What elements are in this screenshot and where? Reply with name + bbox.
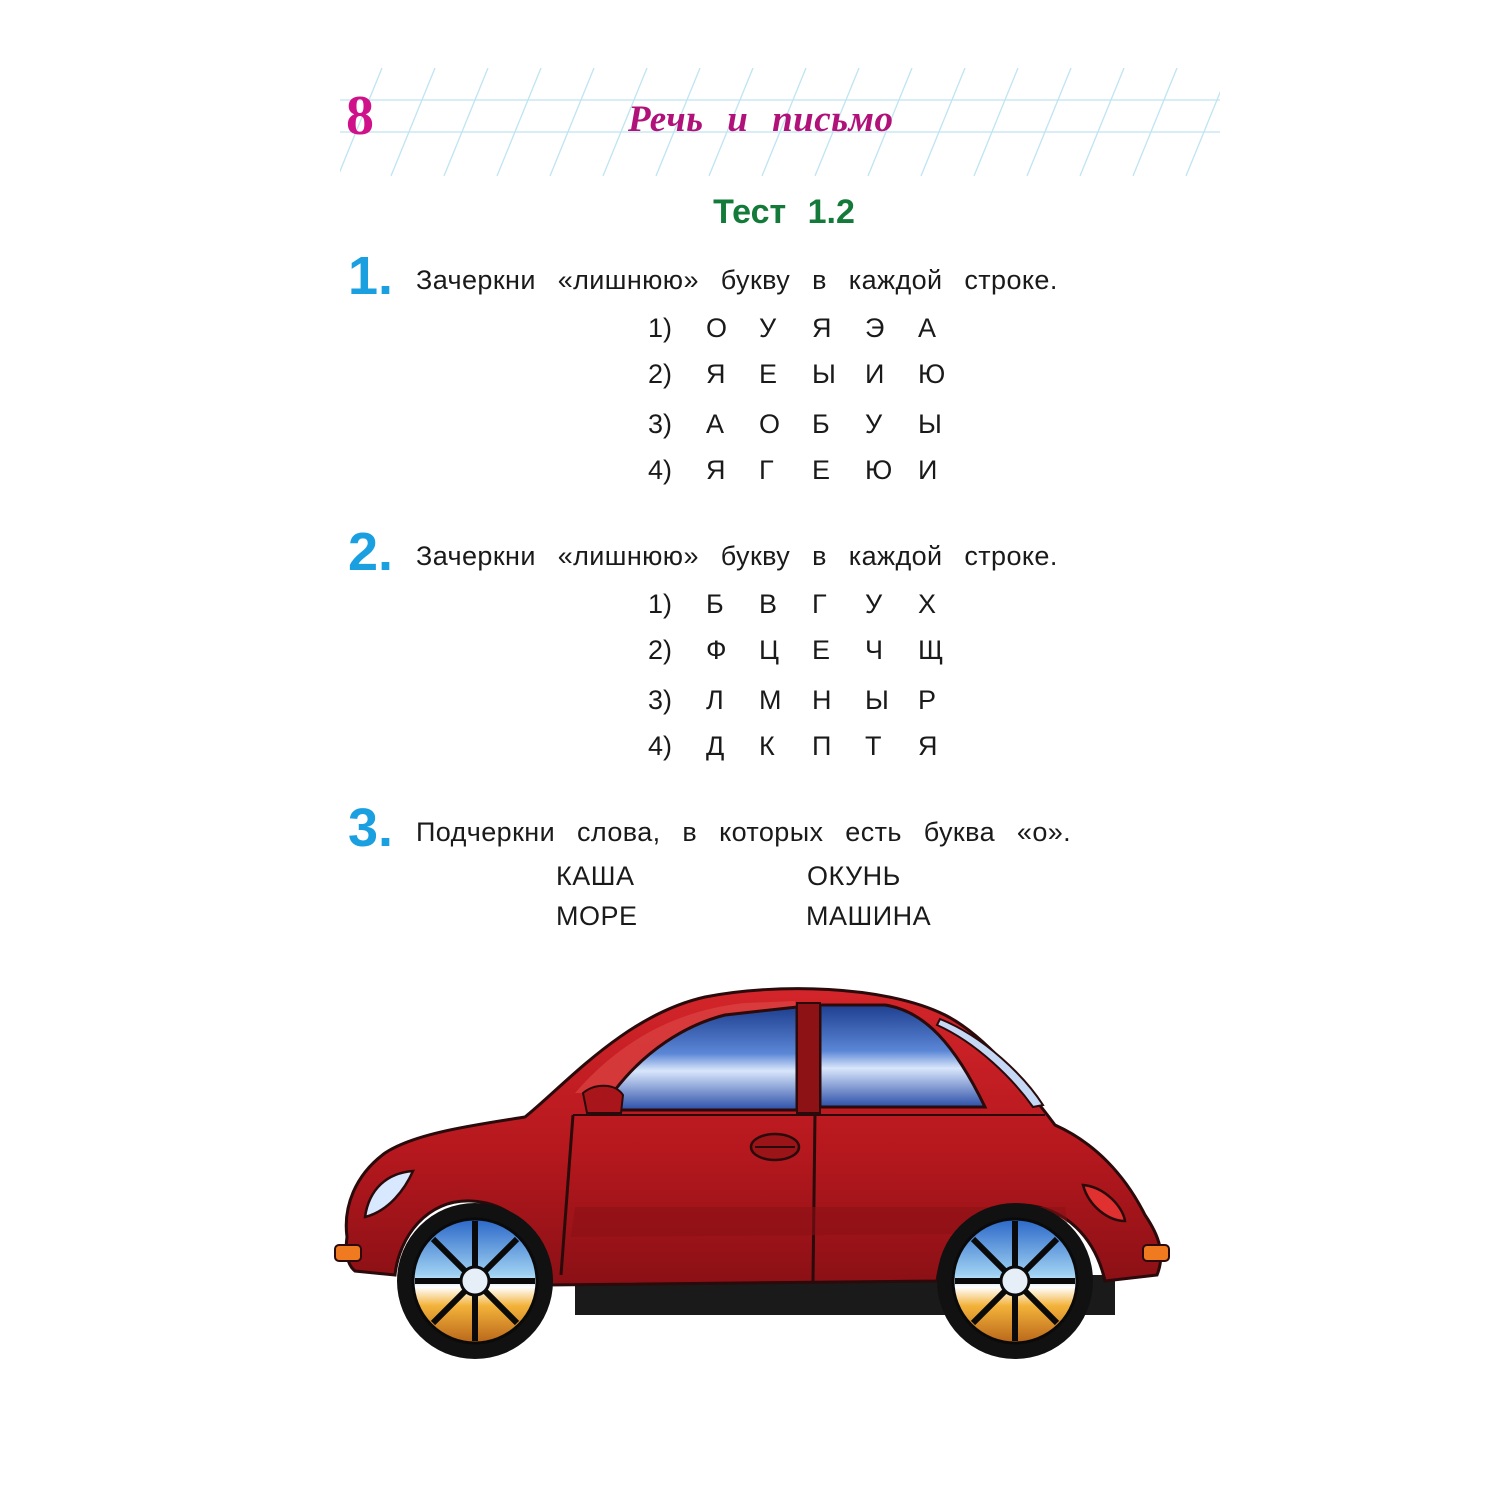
word[interactable]: МАШИНА [806, 901, 932, 931]
row-index: 1) [648, 312, 673, 343]
section-title: Речь и письмо [628, 99, 894, 140]
letter-row [648, 354, 971, 394]
letter-row [648, 680, 971, 720]
front-wheel [397, 1203, 553, 1359]
letter[interactable]: Б [706, 588, 724, 619]
letter[interactable]: Е [812, 634, 831, 665]
letter-row [648, 450, 971, 490]
letter[interactable]: Б [812, 408, 830, 439]
letter[interactable]: П [812, 730, 832, 761]
letter[interactable]: Я [918, 730, 938, 761]
letter[interactable]: Л [706, 684, 724, 715]
letter[interactable]: А [706, 408, 725, 439]
letter[interactable]: Ю [865, 454, 893, 485]
letter[interactable]: Г [759, 454, 774, 485]
letter[interactable]: К [759, 730, 775, 761]
ruling-slant-line [921, 68, 965, 176]
task-instruction: Зачеркни «лишнюю» букву в каждой строке. [416, 265, 1058, 295]
letter[interactable]: У [865, 408, 883, 439]
ruling-slant-line [497, 68, 541, 176]
letter[interactable]: М [759, 684, 782, 715]
task-instruction: Подчеркни слова, в которых есть буква «о». [416, 817, 1072, 847]
letter-row [648, 726, 971, 766]
row-index: 3) [648, 408, 673, 439]
letter[interactable]: Е [812, 454, 831, 485]
task-number: 2. [348, 522, 394, 582]
letter[interactable]: Я [812, 312, 832, 343]
letter[interactable]: Т [865, 730, 882, 761]
letter[interactable]: Н [812, 684, 832, 715]
letter-row [648, 584, 971, 624]
letter[interactable]: Г [812, 588, 827, 619]
letter[interactable]: Д [706, 730, 725, 761]
letter[interactable]: Ч [865, 634, 883, 665]
test-title: Тест 1.2 [713, 193, 855, 231]
page-number: 8 [346, 85, 374, 147]
letter-rows-task-1 [648, 308, 988, 492]
letter-row [648, 404, 971, 444]
word[interactable]: КАША [556, 861, 635, 891]
word[interactable]: МОРЕ [556, 901, 638, 931]
ruling-slant-line [1027, 68, 1071, 176]
letter[interactable]: И [918, 454, 938, 485]
letter-row [648, 630, 971, 670]
ruling-slant-line [1186, 68, 1220, 176]
letter[interactable]: Я [706, 358, 726, 389]
rear-wheel [937, 1203, 1093, 1359]
row-index: 2) [648, 358, 673, 389]
letter[interactable]: Ы [812, 358, 836, 389]
ruling-slant-line [391, 68, 435, 176]
letter[interactable]: Е [759, 358, 778, 389]
letter[interactable]: У [759, 312, 777, 343]
letter[interactable]: У [865, 588, 883, 619]
ruling-slant-line [1080, 68, 1124, 176]
letter[interactable]: И [865, 358, 885, 389]
ruling-slant-line [1133, 68, 1177, 176]
task-number: 3. [348, 798, 394, 858]
row-index: 3) [648, 684, 673, 715]
letter[interactable]: Ы [918, 408, 942, 439]
car-icon [325, 975, 1175, 1365]
letter[interactable]: Ц [759, 634, 779, 665]
letter[interactable]: Ю [918, 358, 946, 389]
letter[interactable]: А [918, 312, 937, 343]
letter[interactable]: Р [918, 684, 937, 715]
letter[interactable]: Я [706, 454, 726, 485]
task-2 [348, 522, 1188, 582]
letter[interactable]: В [759, 588, 778, 619]
letter[interactable]: Х [918, 588, 937, 619]
task-number: 1. [348, 246, 394, 306]
letter[interactable]: Ф [706, 634, 727, 665]
letter-row [648, 308, 971, 348]
row-index: 2) [648, 634, 673, 665]
ruling-slant-line [974, 68, 1018, 176]
letter[interactable]: Щ [918, 634, 944, 665]
letter[interactable]: О [706, 312, 728, 343]
task-1 [348, 246, 1188, 306]
ruling-slant-line [550, 68, 594, 176]
letter[interactable]: О [759, 408, 781, 439]
task-3 [348, 798, 1188, 858]
word-list [556, 856, 976, 940]
letter[interactable]: Э [865, 312, 885, 343]
task-instruction: Зачеркни «лишнюю» букву в каждой строке. [416, 541, 1058, 571]
row-index: 1) [648, 588, 673, 619]
word[interactable]: ОКУНЬ [807, 861, 901, 891]
row-index: 4) [648, 454, 673, 485]
letter[interactable]: Ы [865, 684, 889, 715]
row-index: 4) [648, 730, 673, 761]
letter-rows-task-2 [648, 584, 988, 768]
ruling-slant-line [444, 68, 488, 176]
